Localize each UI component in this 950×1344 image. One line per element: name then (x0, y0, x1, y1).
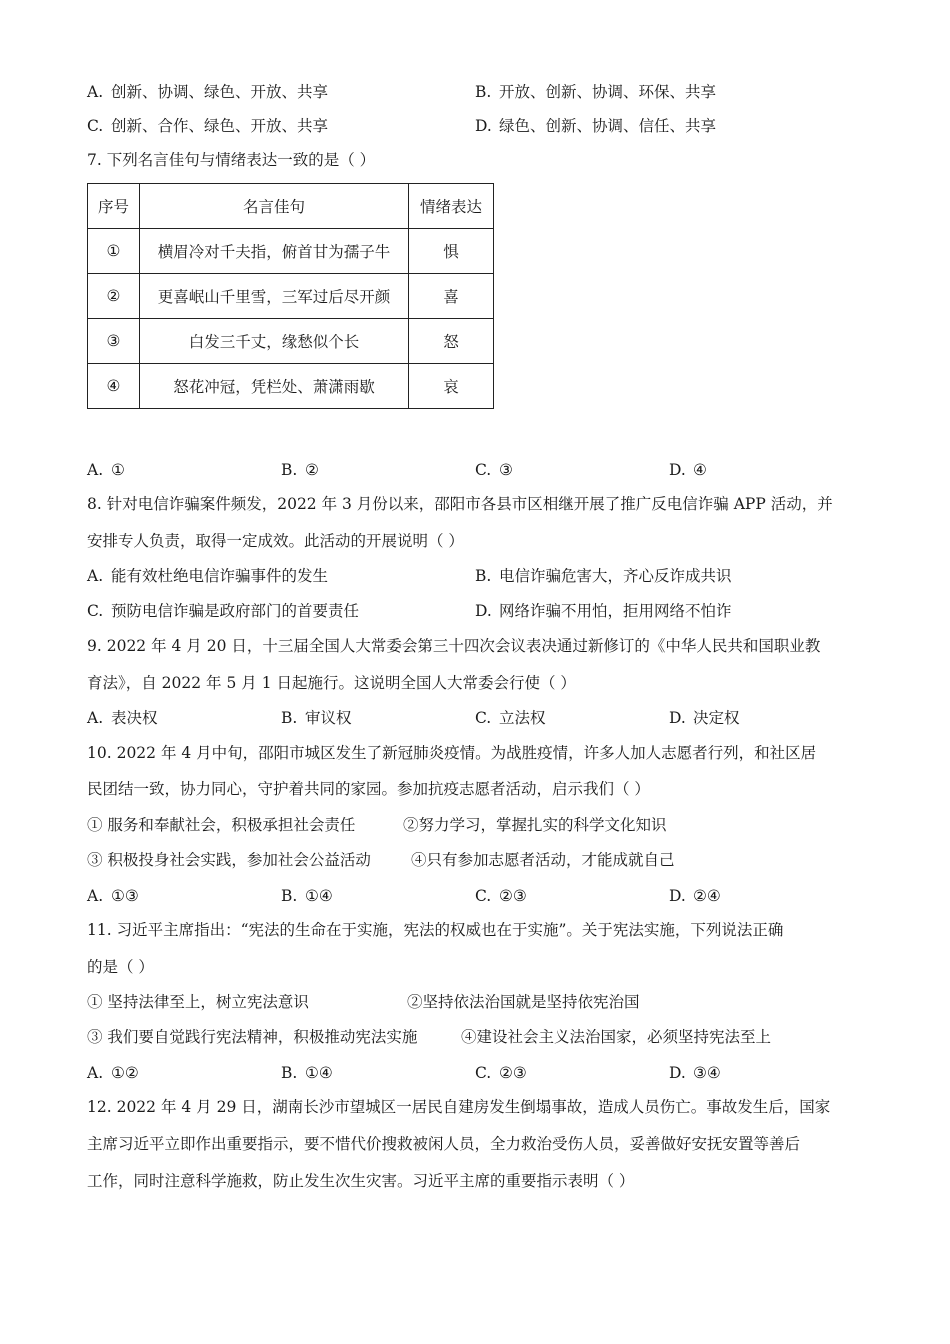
row-emotion: 哀 (409, 364, 494, 409)
q11-statement-3: ③ 我们要自觉践行宪法精神，积极推动宪法实施 (87, 1028, 418, 1046)
option-text: 电信诈骗危害大，齐心反诈成共识 (499, 567, 732, 585)
option-key: B. (281, 1064, 298, 1082)
option-text: 开放、创新、协调、环保、共享 (499, 83, 717, 101)
option-text: 网络诈骗不用怕，拒用网络不怕诈 (499, 602, 732, 620)
q9-stem-line2: 育法》，自 2022 年 5 月 1 日起施行。这说明全国人大常委会行使（ ） (87, 674, 576, 692)
option-key: B. (281, 887, 298, 905)
q7-table (87, 183, 494, 409)
q11-stem-line2: 的是（ ） (87, 958, 154, 976)
option-key: C. (87, 117, 104, 135)
q11-option-d (669, 1063, 721, 1083)
row-no: ④ (88, 364, 140, 409)
q10-option-c (475, 886, 527, 906)
row-emotion: 怒 (409, 319, 494, 364)
q12-stem-line3: 工作，同时注意科学施救，防止发生次生灾害。习近平主席的重要指示表明（ ） (87, 1172, 635, 1190)
q10-stem-line2: 民团结一致，协力同心，守护着共同的家园。参加抗疫志愿者活动，启示我们（ ） (87, 780, 650, 798)
option-key: C. (475, 887, 492, 905)
option-text: 绿色、创新、协调、信任、共享 (499, 117, 717, 135)
option-text: ①② (111, 1064, 139, 1082)
q10-statement-3: ③ 积极投身社会实践，参加社会公益活动 (87, 851, 371, 869)
q10-option-a (87, 886, 139, 906)
q9-option-c (475, 708, 546, 728)
row-quote: 白发三千丈，缘愁似个长 (140, 319, 409, 364)
q12-stem-line2: 主席习近平立即作出重要指示，要不惜代价搜救被闲人员，全力救治受伤人员，妥善做好安抚安置等善后 (87, 1135, 801, 1153)
option-text: 能有效杜绝电信诈骗事件的发生 (111, 567, 329, 585)
q9-option-b (281, 708, 352, 728)
option-text: ① (111, 461, 125, 479)
q8-option-d (475, 601, 732, 621)
header-no: 序号 (88, 184, 140, 229)
option-key: A. (87, 887, 104, 905)
table-row (88, 364, 494, 409)
q6-option-a (87, 82, 328, 102)
option-text: ③ (499, 461, 513, 479)
option-text: 审议权 (305, 709, 352, 727)
q12-stem-line1: 12. 2022 年 4 月 29 日，湖南长沙市望城区一居民自建房发生倒塌事故，造成人员伤亡。事故发生后，国家 (87, 1098, 831, 1116)
row-no: ③ (88, 319, 140, 364)
row-quote: 横眉冷对千夫指，俯首甘为孺子牛 (140, 229, 409, 274)
option-key: D. (669, 887, 686, 905)
option-text: 立法权 (499, 709, 546, 727)
q7-option-d (669, 460, 707, 480)
q9-stem-line1: 9. 2022 年 4 月 20 日，十三届全国人大常委会第三十四次会议表决通过新修订的《中华人民共和国职业教 (87, 637, 821, 655)
option-key: B. (281, 461, 298, 479)
option-key: A. (87, 461, 104, 479)
q7-option-b (281, 460, 319, 480)
option-key: A. (87, 709, 104, 727)
header-emotion: 情绪表达 (409, 184, 494, 229)
option-text: ③④ (693, 1064, 721, 1082)
option-key: C. (475, 1064, 492, 1082)
option-text: 决定权 (693, 709, 740, 727)
option-key: A. (87, 1064, 104, 1082)
option-text: ①③ (111, 887, 139, 905)
option-key: D. (475, 117, 492, 135)
option-key: A. (87, 567, 104, 585)
option-key: D. (669, 709, 686, 727)
row-emotion: 惧 (409, 229, 494, 274)
option-key: C. (475, 461, 492, 479)
q11-option-a (87, 1063, 139, 1083)
table-header-row (88, 184, 494, 229)
option-key: B. (475, 567, 492, 585)
option-text: 表决权 (111, 709, 158, 727)
row-no: ① (88, 229, 140, 274)
q10-statement-2: ②努力学习，掌握扎实的科学文化知识 (403, 816, 667, 834)
table-row (88, 229, 494, 274)
q8-stem-line1: 8. 针对电信诈骗案件频发，2022 年 3 月份以来，邵阳市各县市区相继开展了推广反电信诈骗 APP 活动，并 (87, 495, 833, 513)
option-key: B. (281, 709, 298, 727)
row-no: ② (88, 274, 140, 319)
table-row (88, 319, 494, 364)
q7-option-a (87, 460, 125, 480)
option-text: 预防电信诈骗是政府部门的首要责任 (111, 602, 360, 620)
q6-option-d (475, 116, 716, 136)
option-key: D. (669, 1064, 686, 1082)
q9-option-a (87, 708, 158, 728)
header-quote: 名言佳句 (140, 184, 409, 229)
q10-option-b (281, 886, 333, 906)
option-key: D. (475, 602, 492, 620)
q11-statement-4: ④建设社会主义法治国家，必须坚持宪法至上 (461, 1028, 772, 1046)
option-key: A. (87, 83, 104, 101)
option-text: 创新、协调、绿色、开放、共享 (111, 83, 329, 101)
q7-option-c (475, 460, 513, 480)
q11-option-b (281, 1063, 333, 1083)
q11-statement-1: ① 坚持法律至上，树立宪法意识 (87, 993, 309, 1011)
q10-statement-1: ① 服务和奉献社会，积极承担社会责任 (87, 816, 356, 834)
q6-option-b (475, 82, 716, 102)
q10-stem-line1: 10. 2022 年 4 月中旬，邵阳市城区发生了新冠肺炎疫情。为战胜疫情，许多人加人志愿者行列，和社区居 (87, 744, 817, 762)
q8-option-b (475, 566, 732, 586)
row-quote: 怒花冲冠，凭栏处、萧潇雨歇 (140, 364, 409, 409)
q7-stem: 7. 下列名言佳句与情绪表达一致的是（ ） (87, 151, 376, 169)
option-key: B. (475, 83, 492, 101)
option-text: ② (305, 461, 319, 479)
option-text: ①④ (305, 887, 333, 905)
q11-stem-line1: 11. 习近平主席指出：“宪法的生命在于实施，宪法的权威也在于实施”。关于宪法实施，下列说法正确 (87, 921, 784, 939)
q8-option-c (87, 601, 359, 621)
option-text: ④ (693, 461, 707, 479)
option-text: ①④ (305, 1064, 333, 1082)
option-key: C. (87, 602, 104, 620)
q11-statement-2: ②坚持依法治国就是坚持依宪治国 (407, 993, 640, 1011)
table-row (88, 274, 494, 319)
option-text: ②④ (693, 887, 721, 905)
q10-statement-4: ④只有参加志愿者活动，才能成就自己 (411, 851, 675, 869)
row-quote: 更喜岷山千里雪，三军过后尽开颜 (140, 274, 409, 319)
q10-option-d (669, 886, 721, 906)
option-text: ②③ (499, 887, 527, 905)
q9-option-d (669, 708, 740, 728)
row-emotion: 喜 (409, 274, 494, 319)
option-key: D. (669, 461, 686, 479)
q11-option-c (475, 1063, 527, 1083)
option-key: C. (475, 709, 492, 727)
q6-option-c (87, 116, 328, 136)
option-text: 创新、合作、绿色、开放、共享 (111, 117, 329, 135)
q8-option-a (87, 566, 328, 586)
option-text: ②③ (499, 1064, 527, 1082)
q8-stem-line2: 安排专人负责，取得一定成效。此活动的开展说明（ ） (87, 532, 464, 550)
